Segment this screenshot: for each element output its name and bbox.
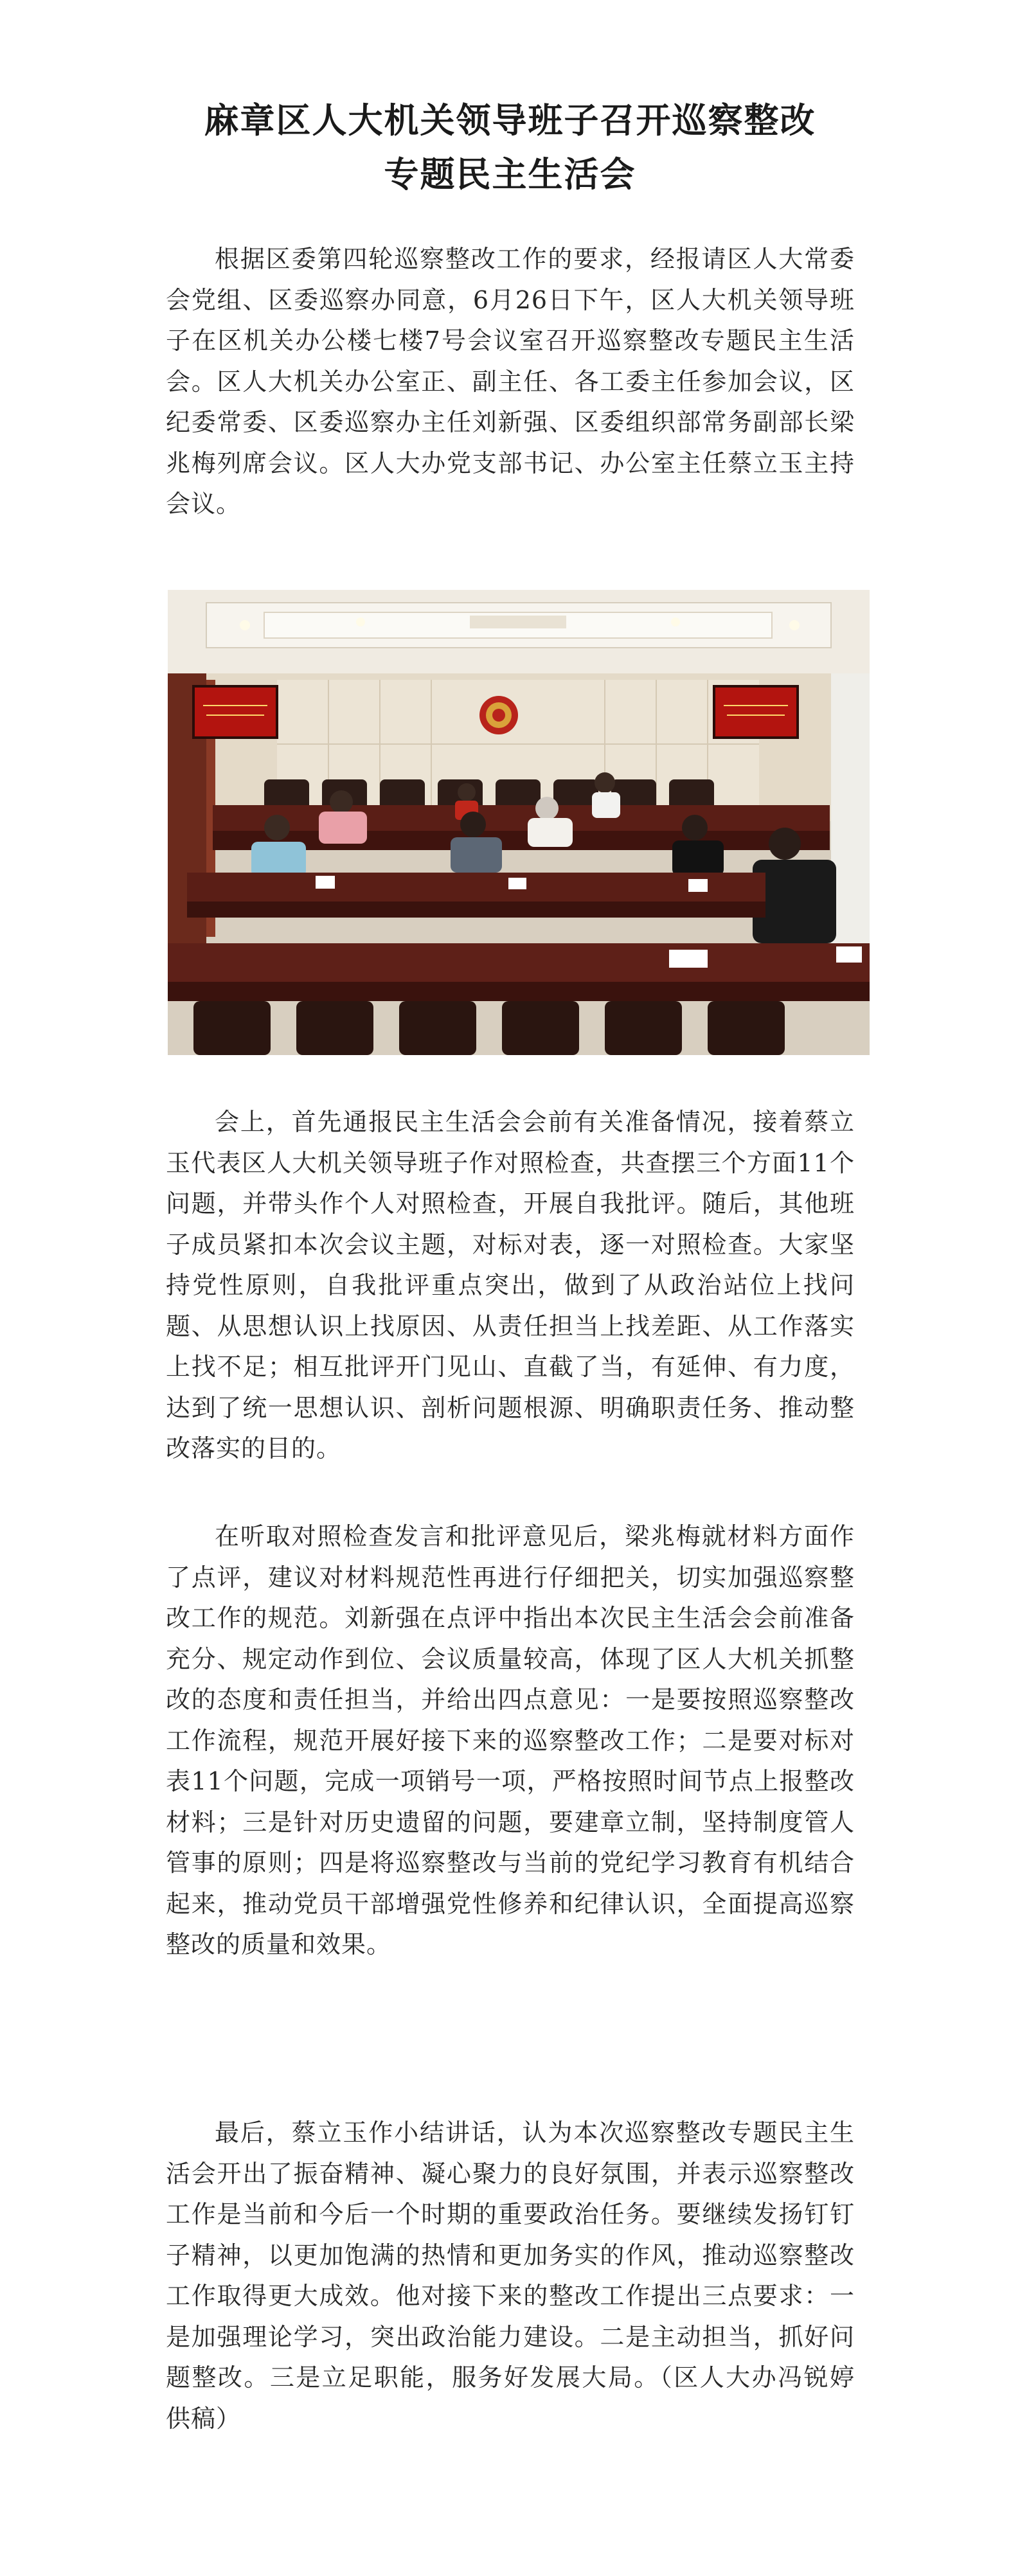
meeting-room-illustration [168,590,870,1055]
article-paragraph-1: 根据区委第四轮巡察整改工作的要求，经报请区人大常委会党组、区委巡察办同意，6月26日下午，区人大机关领导班子在区机关办公楼七楼7号会议室召开巡察整改专题民主生活会。区人大机关办公室正、副主任、各工委主任参加会议，区纪委常委、区委巡察办主任刘新强、区委组织部常务副部长梁兆梅列席会议。区人大办党支部书记、办公室主任蔡立玉主持会议。 [166,245,855,518]
article-paragraph-3: 在听取对照检查发言和批评意见后，梁兆梅就材料方面作了点评，建议对材料规范性再进行仔细把关，切实加强巡察整改工作的规范。刘新强在点评中指出本次民主生活会会前准备充分、规定动作到位、会议质量较高，体现了区人大机关抓整改的态度和责任担当，并给出四点意见：一是要按照巡察整改工作流程，规范开展好接下来的巡察整改工作；二是要对标对表11个问题，完成一项销号一项，严格按照时间节点上报整改材料；三是针对历史遗留的问题，要建章立制，坚持制度管人管事的原则；四是将巡察整改与当前的党纪学习教育有机结合起来，推动党员干部增强党性修养和纪律认识，全面提高巡察整改的质量和效果。 [166,1522,855,1959]
meeting-photo [168,590,870,1055]
article-title-line-2: 专题民主生活会 [384,154,636,195]
article-title-line-1: 麻章区人大机关领导班子召开巡察整改 [204,100,816,141]
article-paragraph-4: 最后，蔡立玉作小结讲话，认为本次巡察整改专题民主生活会开出了振奋精神、凝心聚力的良好氛围，并表示巡察整改工作是当前和今后一个时期的重要政治任务。要继续发扬钉钉子精神，以更加饱满的热情和更加务实的作风，推动巡察整改工作取得更大成效。他对接下来的整改工作提出三点要求：一是加强理论学习，突出政治能力建设。二是主动担当，抓好问题整改。三是立足职能，服务好发展大局。（区人大办冯锐婷供稿） [166,2119,855,2433]
article-paragraph-2: 会上，首先通报民主生活会会前有关准备情况，接着蔡立玉代表区人大机关领导班子作对照检查，共查摆三个方面11个问题，并带头作个人对照检查，开展自我批评。随后，其他班子成员紧扣本次会议主题，对标对表，逐一对照检查。大家坚持党性原则，自我批评重点突出，做到了从政治站位上找问题、从思想认识上找原因、从责任担当上找差距、从工作落实上找不足；相互批评开门见山、直截了当，有延伸、有力度，达到了统一思想认识、剖析问题根源、明确职责任务、推动整改落实的目的。 [166,1108,855,1462]
